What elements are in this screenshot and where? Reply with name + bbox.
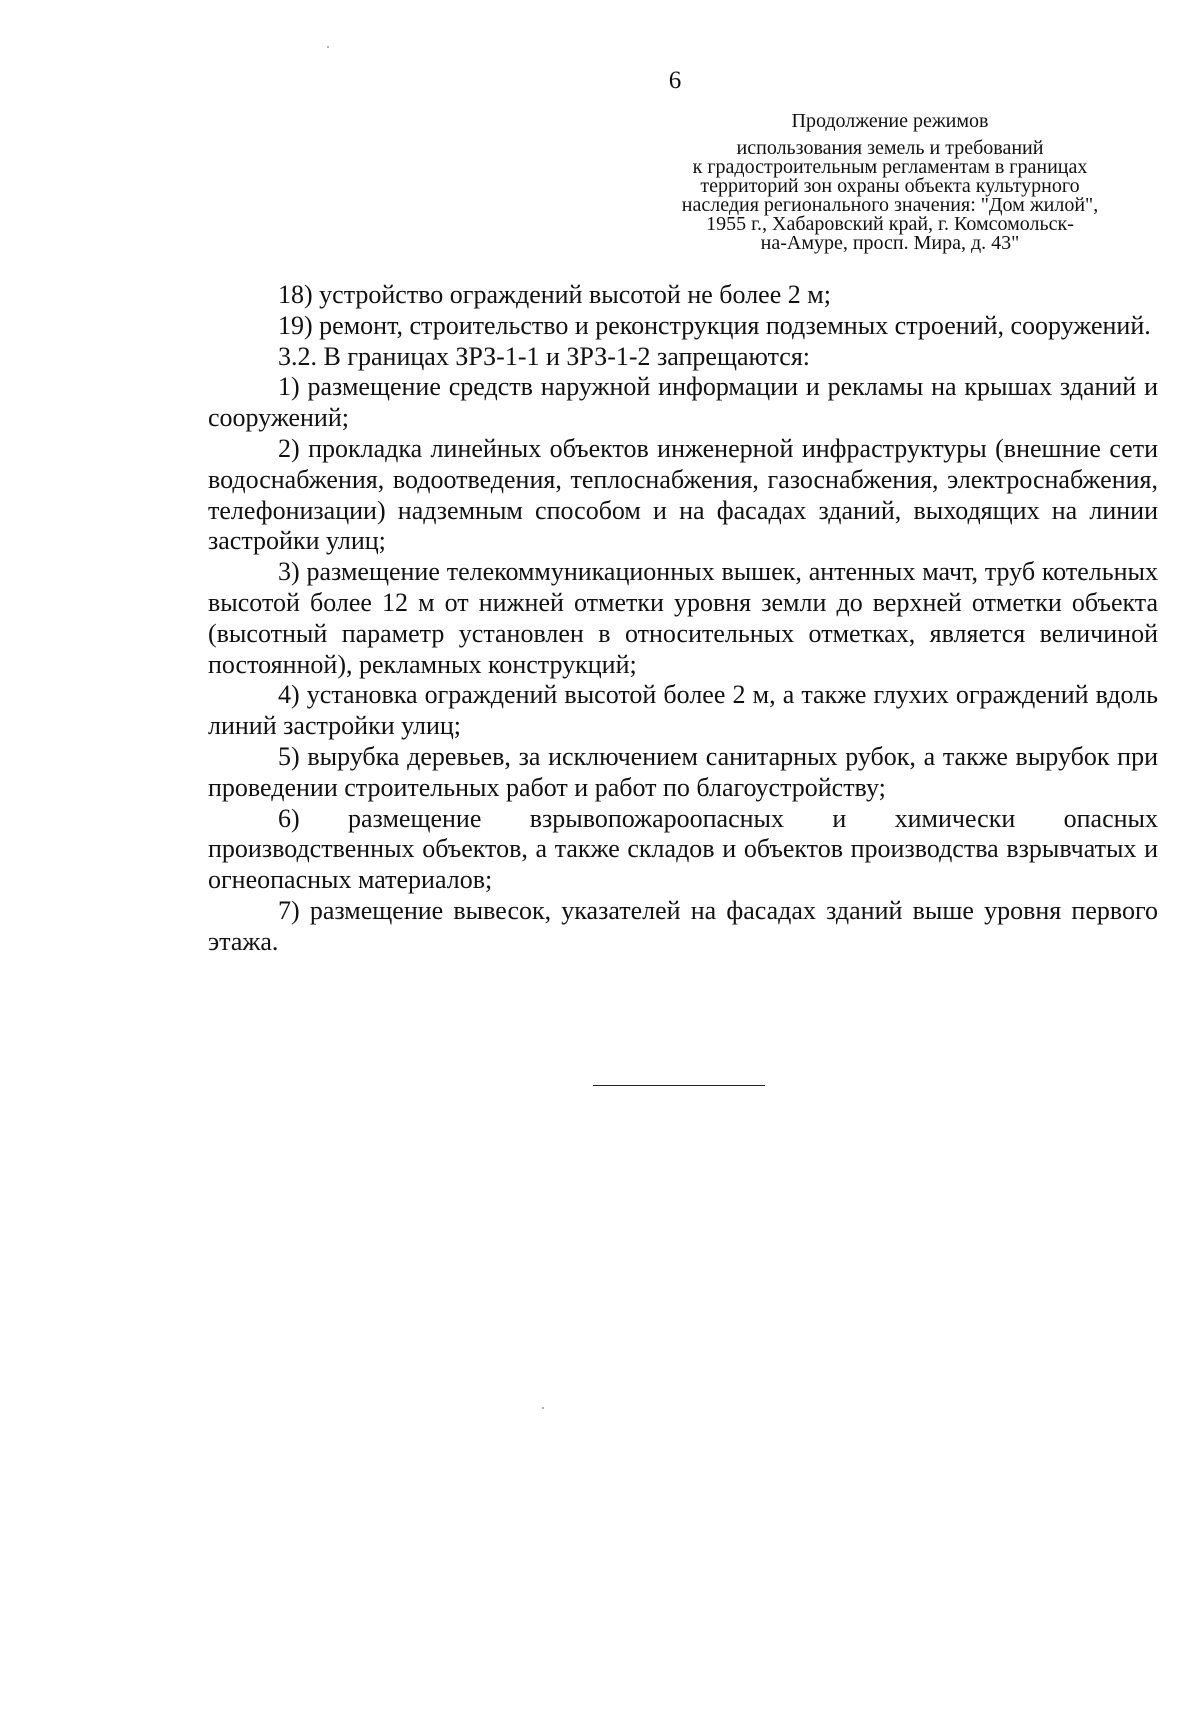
header-line: к градостроительным регламентам в границах bbox=[692, 156, 1088, 178]
header-line: на-Амуре, просп. Мира, д. 43" bbox=[760, 232, 1020, 254]
prohibition-item-7: 7) размещение вывесок, указателей на фасадах зданий выше уровня первого этажа. bbox=[208, 895, 1158, 956]
prohibition-item-5: 5) вырубка деревьев, за исключением санитарных рубок, а также вырубок при проведении строительных работ и работ по благоустройству; bbox=[208, 741, 1158, 802]
continuation-header bbox=[620, 112, 1160, 253]
header-line: использования земель и требований bbox=[736, 137, 1044, 159]
prohibition-item-4: 4) установка ограждений высотой более 2 м, а также глухих ограждений вдоль линий застройки улиц; bbox=[208, 680, 1158, 741]
prohibition-item-3: 3) размещение телекоммуникационных вышек, антенных мачт, труб котельных высотой более 12 м от нижней отметки уровня земли до верхней отметки объекта (высотный параметр установлен в относительных отметках, является величиной постоянной), рекламных конструкций; bbox=[208, 557, 1158, 679]
scan-speck bbox=[327, 46, 329, 48]
header-line: Продолжение режимов bbox=[791, 110, 989, 132]
list-item-18: 18) устройство ограждений высотой не более 2 м; bbox=[278, 280, 831, 309]
document-body bbox=[208, 280, 1158, 958]
list-item-19: 19) ремонт, строительство и реконструкция подземных строений, сооружений. bbox=[278, 310, 1151, 340]
scan-speck bbox=[542, 1407, 544, 1409]
header-line: территорий зон охраны объекта культурного bbox=[700, 175, 1080, 197]
closing-divider bbox=[593, 1085, 765, 1086]
page-number: 6 bbox=[668, 67, 682, 94]
prohibition-item-6: 6) размещение взрывопожароопасных и химически опасных производственных объектов, а также складов и объектов производства взрывчатых и огнеопасных материалов; bbox=[208, 803, 1158, 895]
header-line: наследия регионального значения: "Дом жилой", bbox=[681, 194, 1099, 216]
header-line: 1955 г., Хабаровский край, г. Комсомольск- bbox=[706, 213, 1074, 235]
section-heading-3-2: 3.2. В границах ЗРЗ-1-1 и ЗРЗ-1-2 запрещаются: bbox=[278, 341, 810, 371]
prohibition-item-2: 2) прокладка линейных объектов инженерной инфраструктуры (внешние сети водоснабжения, водоотведения, теплоснабжения, газоснабжения, электроснабжения, телефонизации) надземным способом и на фасадах зданий, выходящих на линии застройки улиц; bbox=[208, 433, 1158, 556]
prohibition-item-1: 1) размещение средств наружной информации и рекламы на крышах зданий и сооружений; bbox=[208, 372, 1158, 433]
